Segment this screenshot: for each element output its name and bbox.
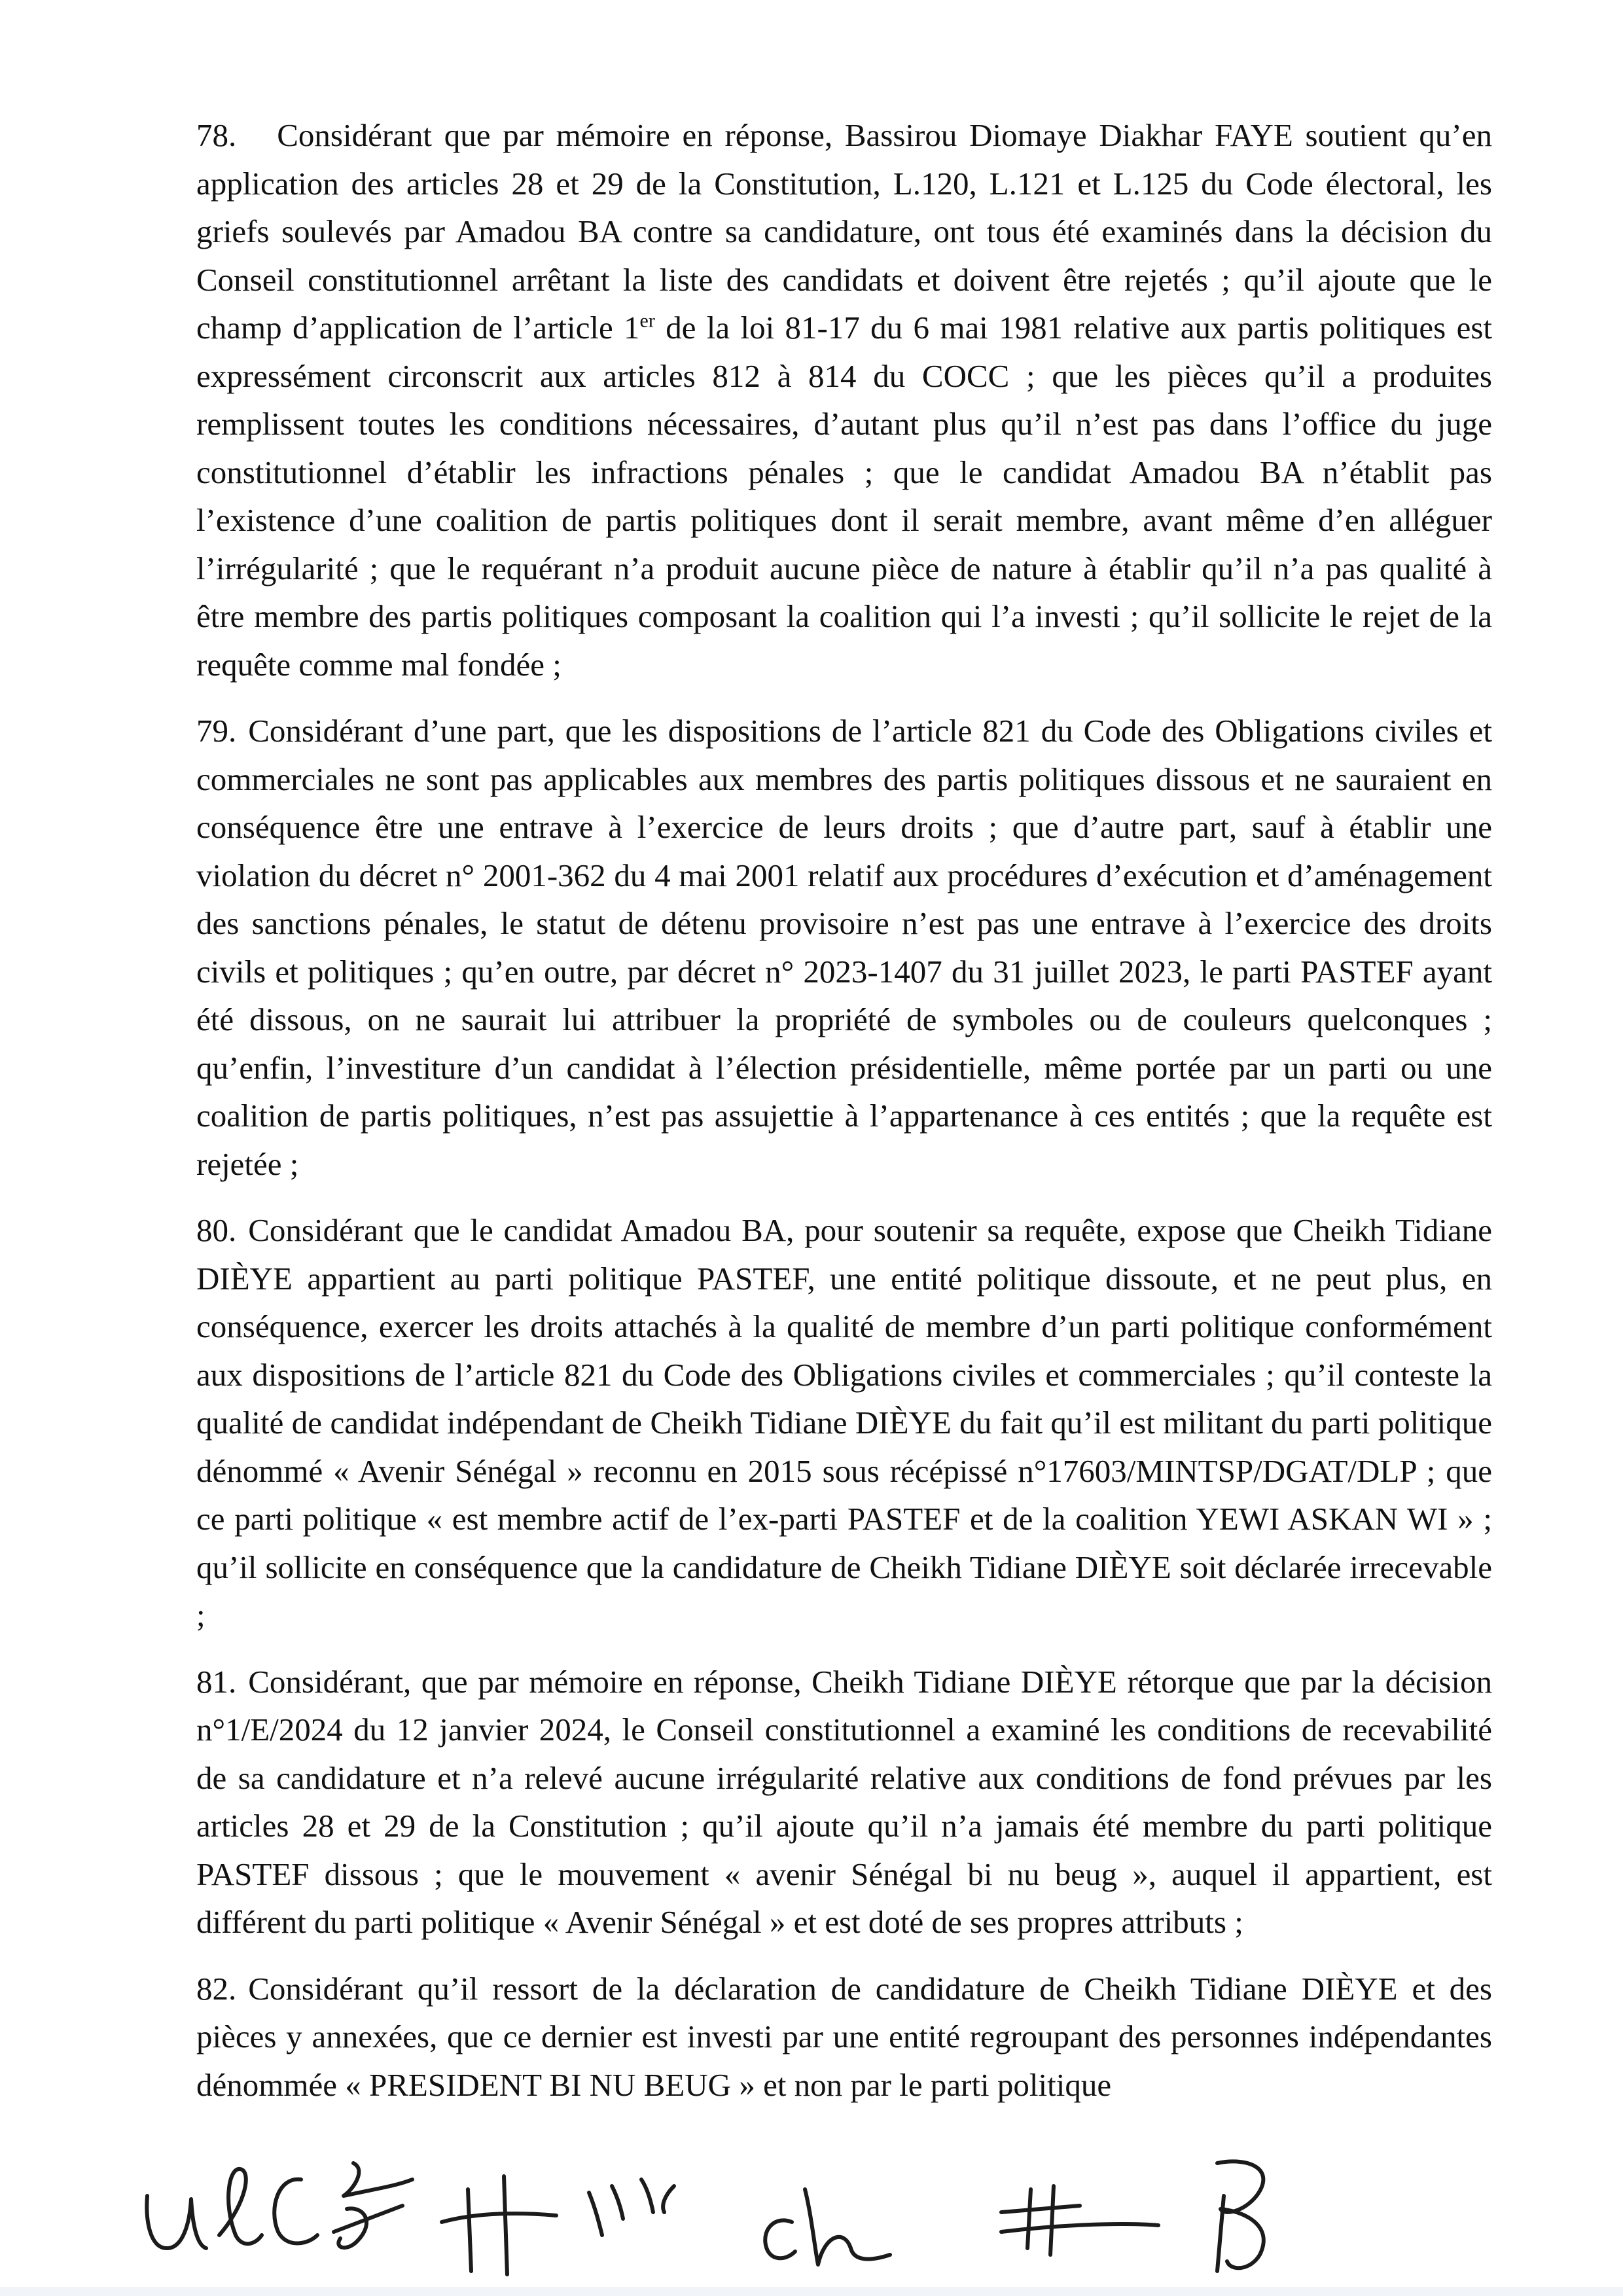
signature-mark	[334, 2206, 402, 2232]
paragraph-text: Considérant qu’il ressort de la déclaration de candidature de Cheikh Tidiane DIÈYE et des pièces y annexées, que ce dernier est investi par une entité regroupant des personnes indépendantes dénommée « PRESIDENT BI NU BEUG » et non par le parti politique	[196, 1970, 1492, 2103]
signature-mark	[589, 2193, 602, 2235]
document-body	[196, 111, 1492, 2127]
paragraph-number: 79.	[196, 713, 237, 749]
paragraph-78	[196, 111, 1492, 689]
scan-edge	[0, 2287, 1623, 2296]
signature-mark	[274, 2179, 317, 2244]
paragraph-text: Considérant, que par mémoire en réponse, Cheikh Tidiane DIÈYE rétorque que par la décision n°1/E/2024 du 12 janvier 2024, le Conseil constitutionnel a examiné les conditions de recevabilité de sa candidature et n’a relevé aucune irrégularité relative aux conditions de fond prévues par les articles 28 et 29 de la Constitution ; qu’il ajoute qu’il n’a jamais été membre du parti politique PASTEF dissous ; que le mouvement « avenir Sénégal bi nu beug », auquel il appartient, est différent du parti politique « Avenir Sénégal » et est doté de ses propres attributs ;	[196, 1663, 1492, 1940]
paragraph-number: 80.	[196, 1212, 237, 1248]
superscript: er	[639, 310, 655, 332]
signature-mark	[663, 2186, 674, 2212]
paragraph-text: Considérant que par mémoire en réponse, Bassirou Diomaye Diakhar FAYE soutient qu’en application des articles 28 et 29 de la Constitution, L.120, L.121 et L.125 du Code électoral, les griefs soulevés par Amadou BA contre sa candidature, ont tous été examinés dans la décision du Conseil constitutionnel arrêtant la liste des candidats et doivent être rejetés ; qu’il ajoute que le champ d’application de l’article 1	[196, 117, 1492, 346]
signature-mark	[468, 2189, 471, 2271]
signatures-icon	[137, 2150, 1479, 2281]
signature-mark	[612, 2186, 623, 2219]
paragraph-80	[196, 1206, 1492, 1640]
signature-mark	[1027, 2189, 1031, 2248]
signature-mark	[641, 2179, 653, 2212]
signature-mark	[344, 2163, 412, 2196]
signature-mark	[765, 2220, 795, 2258]
signature-mark	[805, 2189, 890, 2265]
signature-mark	[1217, 2161, 1264, 2268]
signature-mark	[1001, 2224, 1158, 2232]
paragraph-text: Considérant d’une part, que les dispositions de l’article 821 du Code des Obligations civiles et commerciales ne sont pas applicables aux membres des partis politiques dissous et ne sauraient en conséquence être une entrave à l’exercice de leurs droits ; que d’autre part, sauf à établir une violation du décret n° 2001-362 du 4 mai 2001 relatif aux procédures d’exécution et d’aménagement des sanctions pénales, le statut de détenu provisoire n’est pas une entrave à l’exercice des droits civils et politiques ; qu’en outre, par décret n° 2023-1407 du 31 juillet 2023, le parti PASTEF ayant été dissous, on ne saurait lui attribuer la propriété de symboles ou de couleurs quelconques ; qu’enfin, l’investiture d’un candidat à l’élection présidentielle, même portée par un parti ou une coalition de partis politiques, n’est pas assujettie à l’appartenance à ces entités ; que la requête est rejetée ;	[196, 713, 1492, 1182]
signature-mark	[147, 2196, 206, 2248]
signature-mark	[442, 2214, 556, 2222]
signature-mark	[1050, 2186, 1054, 2255]
signature-mark	[1001, 2206, 1080, 2212]
paragraph-81	[196, 1658, 1492, 1946]
paragraph-text-continued: de la loi 81-17 du 6 mai 1981 relative aux partis politiques est expressément circonscrit aux articles 812 à 814 du COCC ; que les pièces qu’il a produites remplissent toutes les conditions nécessaires, d’autant plus qu’il n’est pas dans l’office du juge constitutionnel d’établir les infractions pénales ; que le candidat Amadou BA n’établit pas l’existence d’une coalition de partis politiques dont il serait membre, avant même d’en alléguer l’irrégularité ; que le requérant n’a produit aucune pièce de nature à établir qu’il n’a pas qualité à être membre des partis politiques composant la coalition qui l’a investi ; qu’il sollicite le rejet de la requête comme mal fondée ;	[196, 310, 1492, 683]
handwritten-initials-row	[137, 2150, 1479, 2281]
paragraph-82	[196, 1965, 1492, 2109]
paragraph-text: Considérant que le candidat Amadou BA, pour soutenir sa requête, expose que Cheikh Tidiane DIÈYE appartient au parti politique PASTEF, une entité politique dissoute, et ne peut plus, en conséquence, exercer les droits attachés à la qualité de membre d’un parti politique conformément aux dispositions de l’article 821 du Code des Obligations civiles et commerciales ; qu’il conteste la qualité de candidat indépendant de Cheikh Tidiane DIÈYE du fait qu’il est militant du parti politique dénommé « Avenir Sénégal » reconnu en 2015 sous récépissé n°17603/MINTSP/DGAT/DLP ; que ce parti politique « est membre actif de l’ex-parti PASTEF et de la coalition YEWI ASKAN WI » ; qu’il sollicite en conséquence que la candidature de Cheikh Tidiane DIÈYE soit déclarée irrecevable ;	[196, 1212, 1492, 1633]
signature-mark	[504, 2176, 507, 2274]
paragraph-number: 82.	[196, 1970, 237, 2007]
paragraph-number: 78.	[196, 117, 237, 153]
paragraph-79	[196, 707, 1492, 1188]
signature-mark	[219, 2169, 262, 2244]
paragraph-number: 81.	[196, 1663, 237, 1700]
